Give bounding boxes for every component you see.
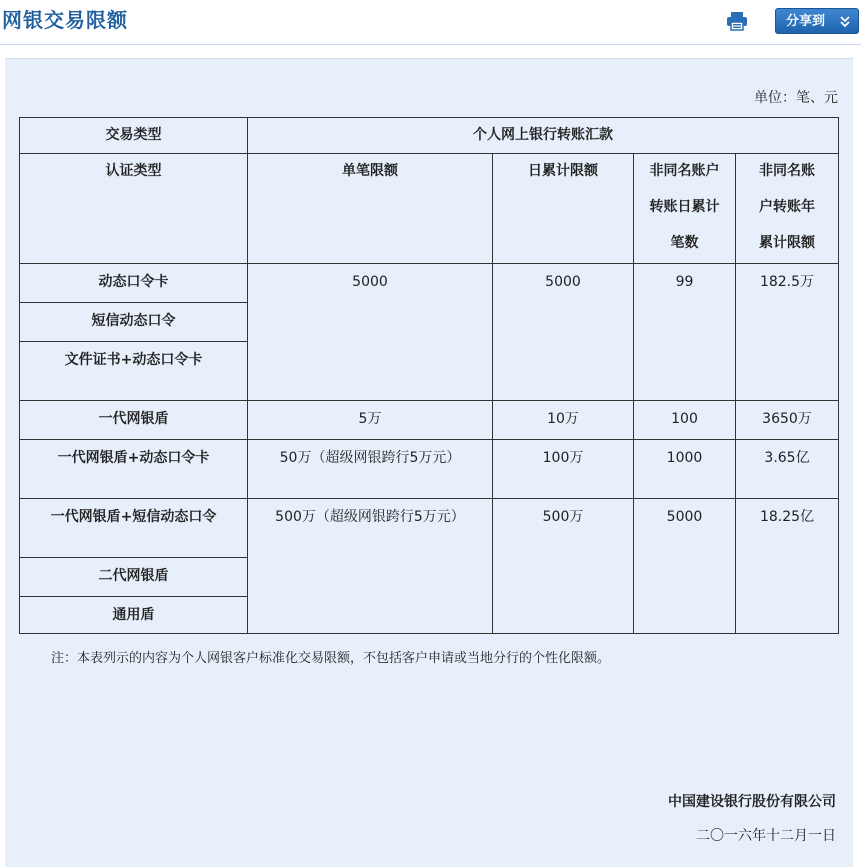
daily-limit-cell: 500万 bbox=[493, 499, 634, 634]
table-row bbox=[20, 118, 839, 154]
header-daily-count-line: 笔数 bbox=[670, 235, 699, 251]
unit-label: 单位：笔、元 bbox=[754, 90, 838, 106]
daily-count-cell: 99 bbox=[634, 264, 736, 401]
auth-type-cell: 通用盾 bbox=[20, 597, 248, 634]
single-limit-cell: 5000 bbox=[248, 264, 493, 401]
header-daily-count-line: 转账日累计 bbox=[649, 199, 720, 215]
table-row bbox=[20, 499, 839, 558]
daily-limit-cell: 10万 bbox=[493, 401, 634, 440]
header-yearly-limit bbox=[736, 154, 839, 264]
daily-count-cell: 1000 bbox=[634, 440, 736, 499]
yearly-limit-cell: 3650万 bbox=[736, 401, 839, 440]
table-row bbox=[20, 154, 839, 264]
table-row bbox=[20, 401, 839, 440]
signature-date: 二〇一六年十二月一日 bbox=[696, 828, 836, 844]
table-row bbox=[20, 264, 839, 303]
header-daily-count-line: 非同名账户 bbox=[649, 163, 720, 179]
auth-type-cell: 短信动态口令 bbox=[20, 303, 248, 342]
single-limit-cell: 500万（超级网银跨行5万元） bbox=[248, 499, 493, 634]
header-txn-type: 交易类型 bbox=[20, 118, 248, 154]
title-divider bbox=[0, 44, 861, 45]
auth-type-cell: 动态口令卡 bbox=[20, 264, 248, 303]
header-yearly-line: 累计限额 bbox=[759, 235, 815, 251]
header-yearly-line: 户转账年 bbox=[759, 199, 815, 215]
yearly-limit-cell: 18.25亿 bbox=[736, 499, 839, 634]
page-title: 网银交易限额 bbox=[2, 8, 128, 32]
auth-type-cell: 二代网银盾 bbox=[20, 558, 248, 597]
table-row bbox=[20, 440, 839, 499]
header-daily-count bbox=[634, 154, 736, 264]
content-panel bbox=[5, 58, 853, 867]
auth-type-cell: 一代网银盾 bbox=[20, 401, 248, 440]
auth-type-cell: 文件证书+动态口令卡 bbox=[20, 342, 248, 401]
footnote: 注：本表列示的内容为个人网银客户标准化交易限额，不包括客户申请或当地分行的个性化限额。 bbox=[51, 651, 611, 666]
printer-icon[interactable] bbox=[726, 10, 748, 32]
share-button-label: 分享到 bbox=[786, 14, 826, 29]
transfer-limit-table bbox=[19, 117, 839, 634]
yearly-limit-cell: 182.5万 bbox=[736, 264, 839, 401]
daily-limit-cell: 100万 bbox=[493, 440, 634, 499]
header-yearly-line: 非同名账 bbox=[759, 163, 815, 179]
daily-count-cell: 5000 bbox=[634, 499, 736, 634]
daily-limit-cell: 5000 bbox=[493, 264, 634, 401]
single-limit-cell: 5万 bbox=[248, 401, 493, 440]
header-single-limit: 单笔限额 bbox=[248, 154, 493, 264]
header-transfer-group: 个人网上银行转账汇款 bbox=[248, 118, 839, 154]
yearly-limit-cell: 3.65亿 bbox=[736, 440, 839, 499]
share-button[interactable] bbox=[775, 8, 859, 34]
daily-count-cell: 100 bbox=[634, 401, 736, 440]
auth-type-cell: 一代网银盾+动态口令卡 bbox=[20, 440, 248, 499]
header-auth-type: 认证类型 bbox=[20, 154, 248, 264]
signature-org: 中国建设银行股份有限公司 bbox=[668, 794, 836, 810]
double-chevron-down-icon bbox=[840, 9, 850, 35]
auth-type-cell: 一代网银盾+短信动态口令 bbox=[20, 499, 248, 558]
header-daily-limit: 日累计限额 bbox=[493, 154, 634, 264]
page-header bbox=[0, 0, 861, 44]
single-limit-cell: 50万（超级网银跨行5万元） bbox=[248, 440, 493, 499]
